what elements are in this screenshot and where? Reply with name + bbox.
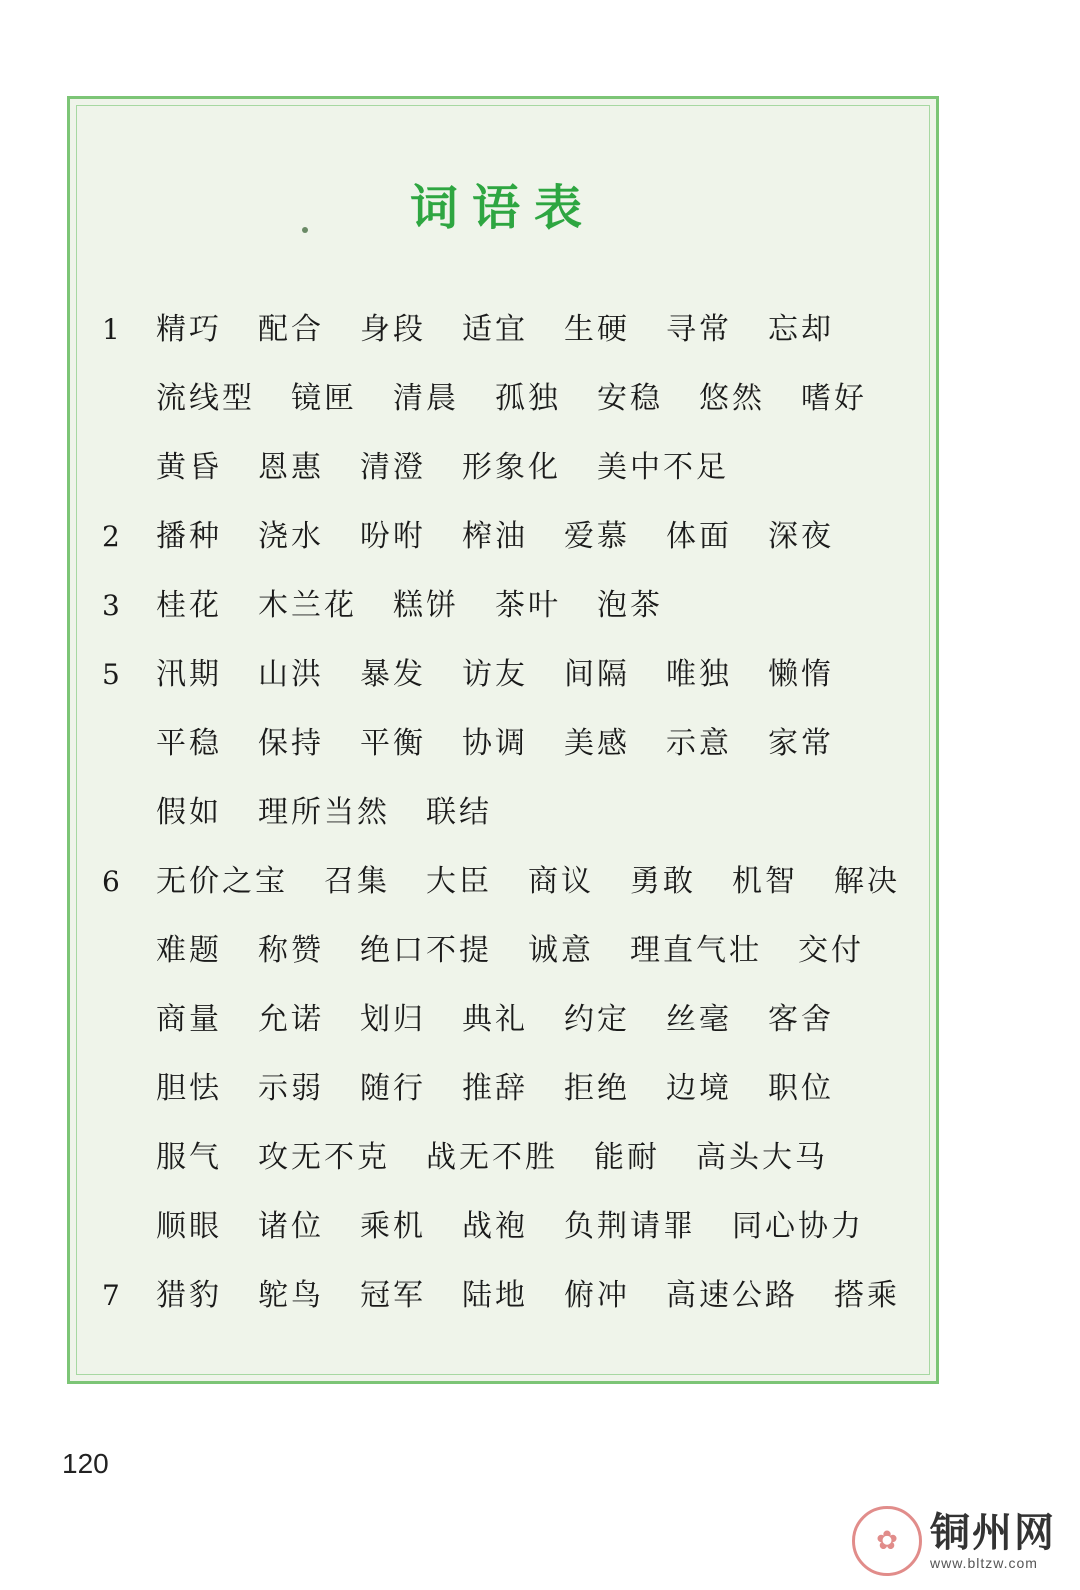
vocab-word: 黄昏	[156, 450, 222, 485]
lesson-words	[156, 1261, 922, 1330]
vocab-word: 适宜	[462, 312, 528, 347]
vocab-word: 精巧	[156, 312, 222, 347]
vocab-word: 推辞	[462, 1071, 528, 1106]
vocab-word: 高速公路	[666, 1278, 798, 1313]
vocab-word: 拒绝	[564, 1071, 630, 1106]
lesson-list	[102, 295, 922, 1330]
lesson-number: 5	[102, 658, 120, 691]
lesson-words	[156, 502, 922, 571]
vocab-word: 胆怯	[156, 1071, 222, 1106]
vocab-word: 称赞	[258, 933, 324, 968]
vocab-word: 解决	[834, 864, 900, 899]
vocab-word: 寻常	[666, 312, 732, 347]
vocab-word: 商量	[156, 1002, 222, 1037]
vocab-word: 俯冲	[564, 1278, 630, 1313]
lesson-words	[156, 847, 922, 1261]
lesson-row	[102, 502, 922, 571]
vocab-word: 丝毫	[666, 1002, 732, 1037]
vocab-word: 大臣	[426, 864, 492, 899]
vocab-word: 理所当然	[258, 795, 390, 830]
title-dot	[302, 227, 308, 233]
vocab-word: 镜匣	[291, 381, 357, 416]
vocab-word: 榨油	[462, 519, 528, 554]
vocab-word: 冠军	[360, 1278, 426, 1313]
vocab-word: 难题	[156, 933, 222, 968]
lesson-words	[156, 295, 922, 502]
vocab-word: 忘却	[768, 312, 834, 347]
vocab-word: 保持	[258, 726, 324, 761]
vocab-word: 泡茶	[597, 588, 663, 623]
lesson-words	[156, 640, 922, 847]
vocab-word: 吩咐	[360, 519, 426, 554]
vocab-word: 允诺	[258, 1002, 324, 1037]
vocab-word: 交付	[798, 933, 864, 968]
lesson-number: 6	[102, 865, 120, 898]
vocab-word: 访友	[462, 657, 528, 692]
vocab-word: 深夜	[768, 519, 834, 554]
vocab-word: 嗜好	[801, 381, 867, 416]
watermark-url: www.bltzw.com	[930, 1555, 1038, 1571]
vocab-word: 机智	[732, 864, 798, 899]
vocab-word: 桂花	[156, 588, 222, 623]
vocab-word: 美中不足	[597, 450, 729, 485]
vocab-word: 同心协力	[732, 1209, 864, 1244]
vocab-word: 负荆请罪	[564, 1209, 696, 1244]
lesson-row	[102, 640, 922, 847]
lesson-row	[102, 295, 922, 502]
seal-icon: ✿	[852, 1506, 922, 1576]
vocab-word: 诚意	[528, 933, 594, 968]
vocab-word: 理直气壮	[630, 933, 762, 968]
vocab-word: 战无不胜	[426, 1140, 558, 1175]
vocab-word: 美感	[564, 726, 630, 761]
vocab-word: 诸位	[258, 1209, 324, 1244]
lesson-number: 2	[102, 520, 120, 553]
vocab-word: 服气	[156, 1140, 222, 1175]
vocab-word: 鸵鸟	[258, 1278, 324, 1313]
vocab-word: 播种	[156, 519, 222, 554]
vocab-word: 典礼	[462, 1002, 528, 1037]
vocab-word: 客舍	[768, 1002, 834, 1037]
word-list-panel	[67, 96, 939, 1384]
vocab-word: 能耐	[594, 1140, 660, 1175]
watermark-text	[930, 1511, 1056, 1571]
vocab-word: 清晨	[393, 381, 459, 416]
lesson-number: 7	[102, 1279, 120, 1312]
vocab-word: 陆地	[462, 1278, 528, 1313]
vocab-word: 木兰花	[258, 588, 357, 623]
vocab-word: 流线型	[156, 381, 255, 416]
watermark-name: 铜州网	[930, 1509, 1056, 1556]
vocab-word: 猎豹	[156, 1278, 222, 1313]
vocab-word: 示意	[666, 726, 732, 761]
vocab-word: 商议	[528, 864, 594, 899]
vocab-word: 安稳	[597, 381, 663, 416]
vocab-word: 高头大马	[696, 1140, 828, 1175]
vocab-word: 配合	[258, 312, 324, 347]
vocab-word: 协调	[462, 726, 528, 761]
lesson-number: 3	[102, 589, 120, 622]
lesson-words	[156, 571, 922, 640]
vocab-word: 体面	[666, 519, 732, 554]
vocab-word: 糕饼	[393, 588, 459, 623]
lesson-row	[102, 847, 922, 1261]
vocab-word: 生硬	[564, 312, 630, 347]
vocab-word: 约定	[564, 1002, 630, 1037]
vocab-word: 随行	[360, 1071, 426, 1106]
watermark	[852, 1506, 1056, 1576]
vocab-word: 家常	[768, 726, 834, 761]
vocab-word: 山洪	[258, 657, 324, 692]
vocab-word: 划归	[360, 1002, 426, 1037]
vocab-word: 顺眼	[156, 1209, 222, 1244]
vocab-word: 平稳	[156, 726, 222, 761]
vocab-word: 边境	[666, 1071, 732, 1106]
vocab-word: 无价之宝	[156, 864, 288, 899]
vocab-word: 平衡	[360, 726, 426, 761]
vocab-word: 唯独	[666, 657, 732, 692]
lesson-row	[102, 571, 922, 640]
vocab-word: 恩惠	[258, 450, 324, 485]
lesson-number: 1	[102, 313, 120, 346]
vocab-word: 战袍	[462, 1209, 528, 1244]
vocab-word: 职位	[768, 1071, 834, 1106]
vocab-word: 绝口不提	[360, 933, 492, 968]
page-title: 词语表	[409, 180, 596, 236]
vocab-word: 身段	[360, 312, 426, 347]
vocab-word: 形象化	[462, 450, 561, 485]
vocab-word: 召集	[324, 864, 390, 899]
vocab-word: 乘机	[360, 1209, 426, 1244]
vocab-word: 示弱	[258, 1071, 324, 1106]
vocab-word: 勇敢	[630, 864, 696, 899]
vocab-word: 间隔	[564, 657, 630, 692]
vocab-word: 清澄	[360, 450, 426, 485]
vocab-word: 茶叶	[495, 588, 561, 623]
vocab-word: 攻无不克	[258, 1140, 390, 1175]
vocab-word: 假如	[156, 795, 222, 830]
page-number: 120	[62, 1448, 109, 1479]
vocab-word: 暴发	[360, 657, 426, 692]
vocab-word: 搭乘	[834, 1278, 900, 1313]
lesson-row	[102, 1261, 922, 1330]
vocab-word: 联结	[426, 795, 492, 830]
vocab-word: 懒惰	[768, 657, 834, 692]
vocab-word: 浇水	[258, 519, 324, 554]
vocab-word: 孤独	[495, 381, 561, 416]
vocab-word: 汛期	[156, 657, 222, 692]
vocab-word: 爱慕	[564, 519, 630, 554]
vocab-word: 悠然	[699, 381, 765, 416]
